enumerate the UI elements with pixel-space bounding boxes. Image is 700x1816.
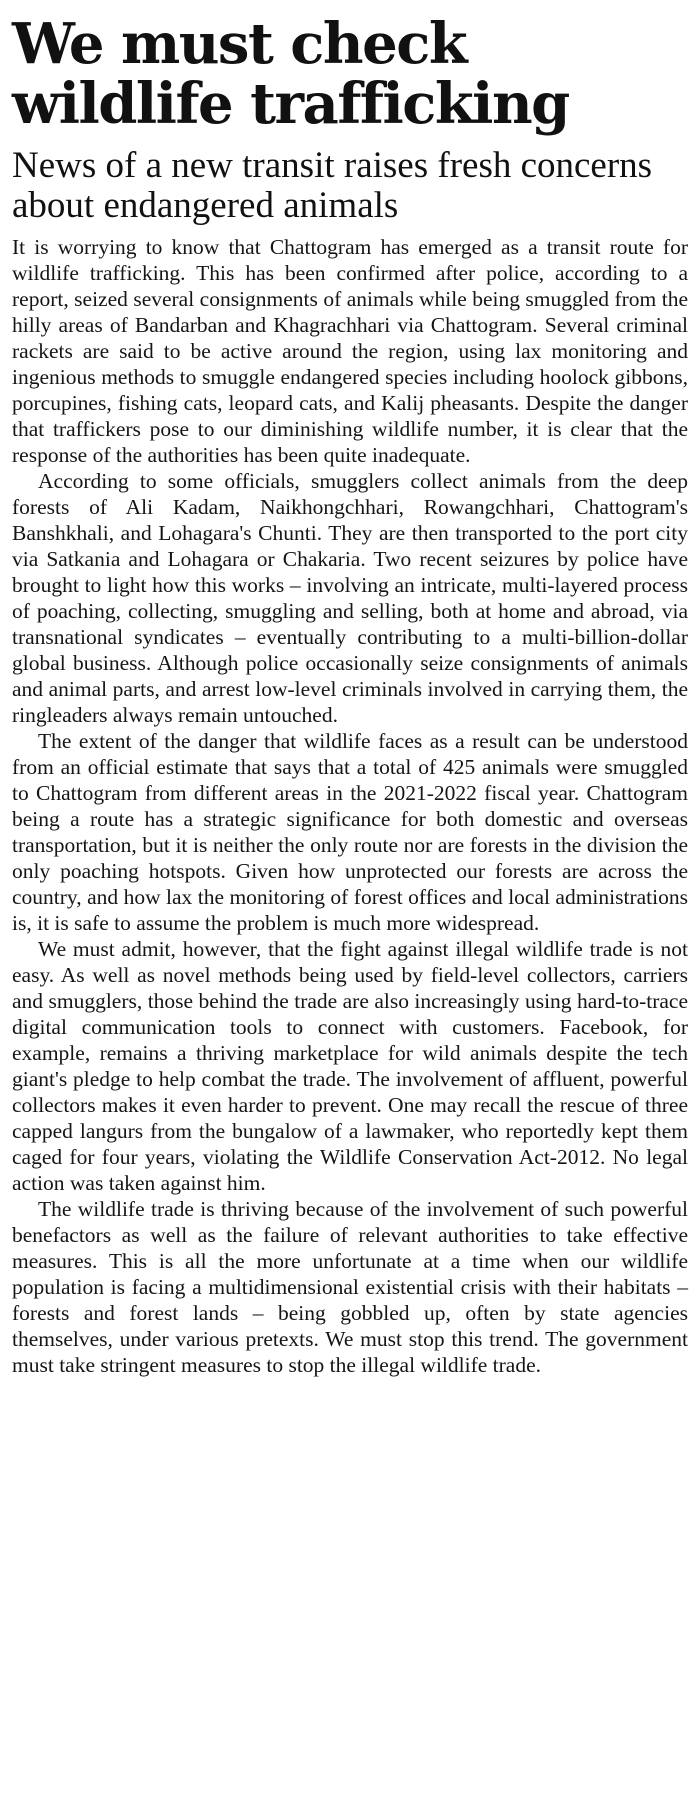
paragraph-3: The extent of the danger that wildlife faces as a result can be understood from an official estimate that says that a total of 425 animals were smuggled to Chattogram from different areas in the 2021-2022 fiscal year. Chattogram being a route has a strategic significance for both domestic and overseas transportation, but it is neither the only route nor are forests in the division the only poaching hotspots. Given how unprotected our forests are across the country, and how lax the monitoring of forest offices and local administrations is, it is safe to assume the problem is much more widespread. — [12, 729, 688, 935]
subheadline: News of a new transit raises fresh concerns about endangered animals — [12, 145, 653, 226]
paragraph-5: The wildlife trade is thriving because of the involvement of such powerful benefactors as well as the failure of relevant authorities to take effective measures. This is all the more unfortunate at a time when our wildlife population is facing a multidimensional existential crisis with their habitats – forests and forest lands – being gobbled up, often by state agencies themselves, under various pretexts. We must stop this trend. The government must take stringent measures to stop the illegal wildlife trade. — [12, 1197, 688, 1377]
paragraph-1: It is worrying to know that Chattogram has emerged as a transit route for wildlife trafficking. This has been confirmed after police, according to a report, seized several consignments of animals while being smuggled from the hilly areas of Bandarban and Khagrachhari via Chattogram. Several criminal rackets are said to be active around the region, using lax monitoring and ingenious methods to smuggle endangered species including hoolock gibbons, porcupines, fishing cats, leopard cats, and Kalij pheasants. Despite the danger that traffickers pose to our diminishing wildlife number, it is clear that the response of the authorities has been quite inadequate. — [12, 235, 688, 467]
article-body — [12, 234, 688, 1378]
paragraph-2: According to some officials, smugglers collect animals from the deep forests of Ali Kadam, Naikhongchhari, Rowangchhari, Chattogram's Banshkhali, and Lohagara's Chunti. They are then transported to the port city via Satkania and Lohagara or Chakaria. Two recent seizures by police have brought to light how this works – involving an intricate, multi-layered process of poaching, collecting, smuggling and selling, both at home and abroad, via transnational syndicates – eventually contributing to a multi-billion-dollar global business. Although police occasionally seize consignments of animals and animal parts, and arrest low-level criminals involved in carrying them, the ringleaders always remain untouched. — [12, 469, 688, 727]
paragraph-4: We must admit, however, that the fight against illegal wildlife trade is not easy. As well as novel methods being used by field-level collectors, carriers and smugglers, those behind the trade are also increasingly using hard-to-trace digital communication tools to connect with customers. Facebook, for example, remains a thriving marketplace for wild animals despite the tech giant's pledge to help combat the trade. The involvement of affluent, powerful collectors makes it even harder to prevent. One may recall the rescue of three capped langurs from the bungalow of a lawmaker, who reportedly kept them caged for four years, violating the Wildlife Conservation Act-2012. No legal action was taken against him. — [12, 937, 688, 1195]
headline: We must check wildlife trafficking — [12, 11, 569, 137]
